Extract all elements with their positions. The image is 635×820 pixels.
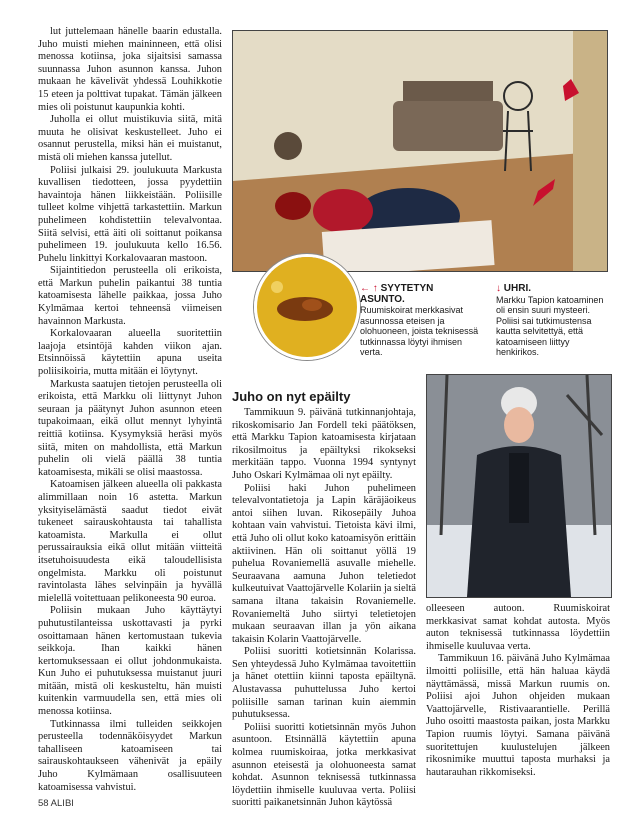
- inset-closeup-photo: [254, 254, 360, 360]
- paragraph: Katoamisen jälkeen alueella oli pakkasta alimmillaan noin 16 astetta. Markun yksityiselämästä saadut tiedot eivät tukeneet sairauskohtausta tai tahallista katoamista. Markulla ei ollut perussairauksia eikä ollut mitään viitteitä itsetuhoisuudesta eikä taloudellisista ongelmista. Markku oli poistunut ravintolasta lähes selvinpäin ja hyvällä mielellä voitettuaan pelikoneesta 90 euroa.: [38, 479, 222, 604]
- caption-heading: [496, 284, 612, 295]
- paragraph: Korkalovaaran alueella suoritettiin laajoja etsintöjä kahden viikon ajan. Etsinnöissä käytettiin apuna useita poliisikoiria, mutta mitään ei löytynyt.: [38, 328, 222, 378]
- paragraph: Tutkinnassa ilmi tulleiden seikkojen perusteella todennäköisyydet Markun tahalliseen katoamiseen tai sairauskohtaukseen vähenivät ja epäily Juho Kylmämaan osallisuuteen katoamisessa vahvistui.: [38, 718, 222, 793]
- caption-heading: [360, 284, 480, 305]
- section-heading: Juho on nyt epäilty: [232, 389, 351, 404]
- paragraph: lut juttelemaan hänelle baarin edustalla. Juho muisti miehen maininneen, että olisi menossa kotiinsa, joka sijaitsisi samassa suunnassa Juhon asunnon kanssa. Juhon mukaan he kävelivät yhdessä Louhikkotie 15 eteen ja polttivat tupakat. Tämän jälkeen mies oli poistunut kaupunkia kohti.: [38, 26, 222, 113]
- paragraph: Tammikuun 9. päivänä tutkinnanjohtaja, rikoskomisario Jan Fordell teki päätöksen, että Markku Tapion katoamisesta kirjataan rikosilmoitus ja epäiltyksi rikokseksi merkitään tappo. Vuonna 1994 syntynyt Juho Oskari Kylmämaa oli nyt epäilty.: [232, 407, 416, 481]
- page-footer: 58 ALIBI: [38, 798, 74, 809]
- paragraph: olleeseen autoon. Ruumiskoirat merkkasivat samat kohdat autosta. Myös auton teknisessä tutkinnassa löydettiin ihmiselle kuuluvaa verta.: [426, 603, 610, 652]
- paragraph: Sijaintitiedon perusteella oli erikoista, että Markun puhelin paikantui 38 tuntia katoamisesta lähelle paikkaa, jossa Juho Kylmämaa kertoi tehneensä viimeisen havainnon Markusta.: [38, 265, 222, 327]
- caption-title: SYYTETYN ASUNTO.: [360, 283, 434, 305]
- paragraph: Poliisin mukaan Juho käyttäytyi puhutustilanteissa uskottavasti ja pyrki osoittamaan hänen kertomustaan tukevia seikkoja. Ihan kaikki hänen kertomuksessaan ei ollut johdonmukaista. Kun Juho ei puhutuksessa muistanut juuri mitään, mistä oli keskusteltu, hän muisti kuitenkin varmuudella sen, että mies oli menossa kotiinsa.: [38, 605, 222, 718]
- caption-body: Markku Tapion katoaminen oli ensin suuri mysteeri. Poliisi sai tutkimustensa kautta selvitettyä, että katoamiseen liittyy henkirikos.: [496, 294, 604, 357]
- paragraph: Poliisi suoritti kotietsinnän Kolarissa. Sen yhteydessä Juho Kylmämaa tavoitettiin ja hänet otettiin kiinni taposta epäiltynä. Alustavassa puhuttelussa Juho kertoi poliisille saman tarinan kuin aiemmin puhutuksessa.: [232, 646, 416, 721]
- paragraph: Tammikuun 16. päivänä Juho Kylmämaa ilmoitti poliisille, että hän haluaa käydä näyttämässä, missä Markun ruumis on. Poliisi ajoi Juhon ohjeiden mukaan Vaattojärvelle, Ristivaarantielle. Perillä Juho osoitti maastosta paikan, josta Markku Tapion ruumis löytyi. Samana päivänä suoritettujen kuulustelujen jälkeen rikosnimike muuttui taposta murhaksi ja hautarauhan rikkomiseksi.: [426, 653, 610, 778]
- paragraph: Poliisi julkaisi 29. joulukuuta Markusta kuvallisen tiedotteen, jossa pyydettiin havaintoja hänen liikkeistään. Poliisille tulleet kolme vihjettä tarkastettiin. Markun puhelimeen kohdistettiin televalvontaa. Siitä selvisi, että äiti oli soittanut poikansa puhelimeen 19. joulukuuta kello 16.56. Puhelu linkittyi Korkalovaaran mastoon.: [38, 164, 222, 264]
- victim-photo: [426, 374, 612, 598]
- caption-title: UHRI.: [503, 283, 532, 294]
- apartment-photo: [232, 30, 608, 272]
- paragraph: Markusta saatujen tietojen perusteella oli erikoista, että Markku oli liittynyt Juhon seuraan ja päätynyt Juhon asunnon eteen tupakoimaan, eikä ollut mennyt lyhyintä reittiä kotiinsa. Kysymyksiä heräsi myös siitä, miten on mahdollista, että Markun puhelin oli vielä päällä 38 tuntia katoamisesta, mikäli se olisi maastossa.: [38, 378, 222, 478]
- apartment-illustration: [233, 31, 607, 271]
- text-column-1: [38, 26, 222, 794]
- paragraph: Poliisi suoritti kotietsinnän myös Juhon asuntoon. Etsinnällä käytettiin apuna kolmea ruumiskoiraa, jotka merkkasivat asunnon eteisestä ja olohuoneesta samat kohdat. Asunnon teknisessä tutkinnassa löydettiin ihmiselle kuuluvaa verta. Poliisi suoritti paikanetsinnän Juhon käytössä: [232, 721, 416, 809]
- text-column-2: [232, 390, 416, 810]
- arrow-down-icon: ↓: [496, 283, 501, 294]
- text-column-3: [426, 603, 610, 779]
- paragraph: Poliisi haki Juhon puhelimeen televalvontatietoja ja Lapin käräjäoikeus antoi siihen luvan. Rikosepäily Juhoa kohtaan vain vahvistui. Tietoista kävi ilmi, että Juho oli ollut koko katoamisyön erittäin aktiivinen. Hän oli soittanut yöllä 19 puhelua Rovaniemellä asuvalle miehelle. Seuraavana aamuna Juhon teletiedot kulkeutuivat Vaattojärvelle Kolariin ja sieltä samana iltana takaisin Rovaniemelle. Rovaniemeltä Juho siirtyi teletietojen mukaan seuraavan illan ja yön aikana takaisin Kolarin Vaattojärvelle.: [232, 482, 416, 645]
- arrow-left-up-icon: ← ↑: [360, 283, 378, 294]
- caption-victim: [496, 284, 612, 358]
- victim-illustration: [427, 375, 611, 597]
- caption-body: Ruumiskoirat merkkasivat asunnossa eteisen ja olohuoneen, joista teknisessä tutkinnassa löytyi ihmisen verta.: [360, 305, 479, 357]
- paragraph: Juholla ei ollut muistikuvia siitä, mitä muuta he olisivat keskustelleet. Juho ei osannut perustella, miksi hän ei muistanut, mistä oli miehen kanssa jutellut.: [38, 114, 222, 163]
- inset-illustration: [257, 257, 357, 357]
- caption-apartment: [360, 284, 480, 358]
